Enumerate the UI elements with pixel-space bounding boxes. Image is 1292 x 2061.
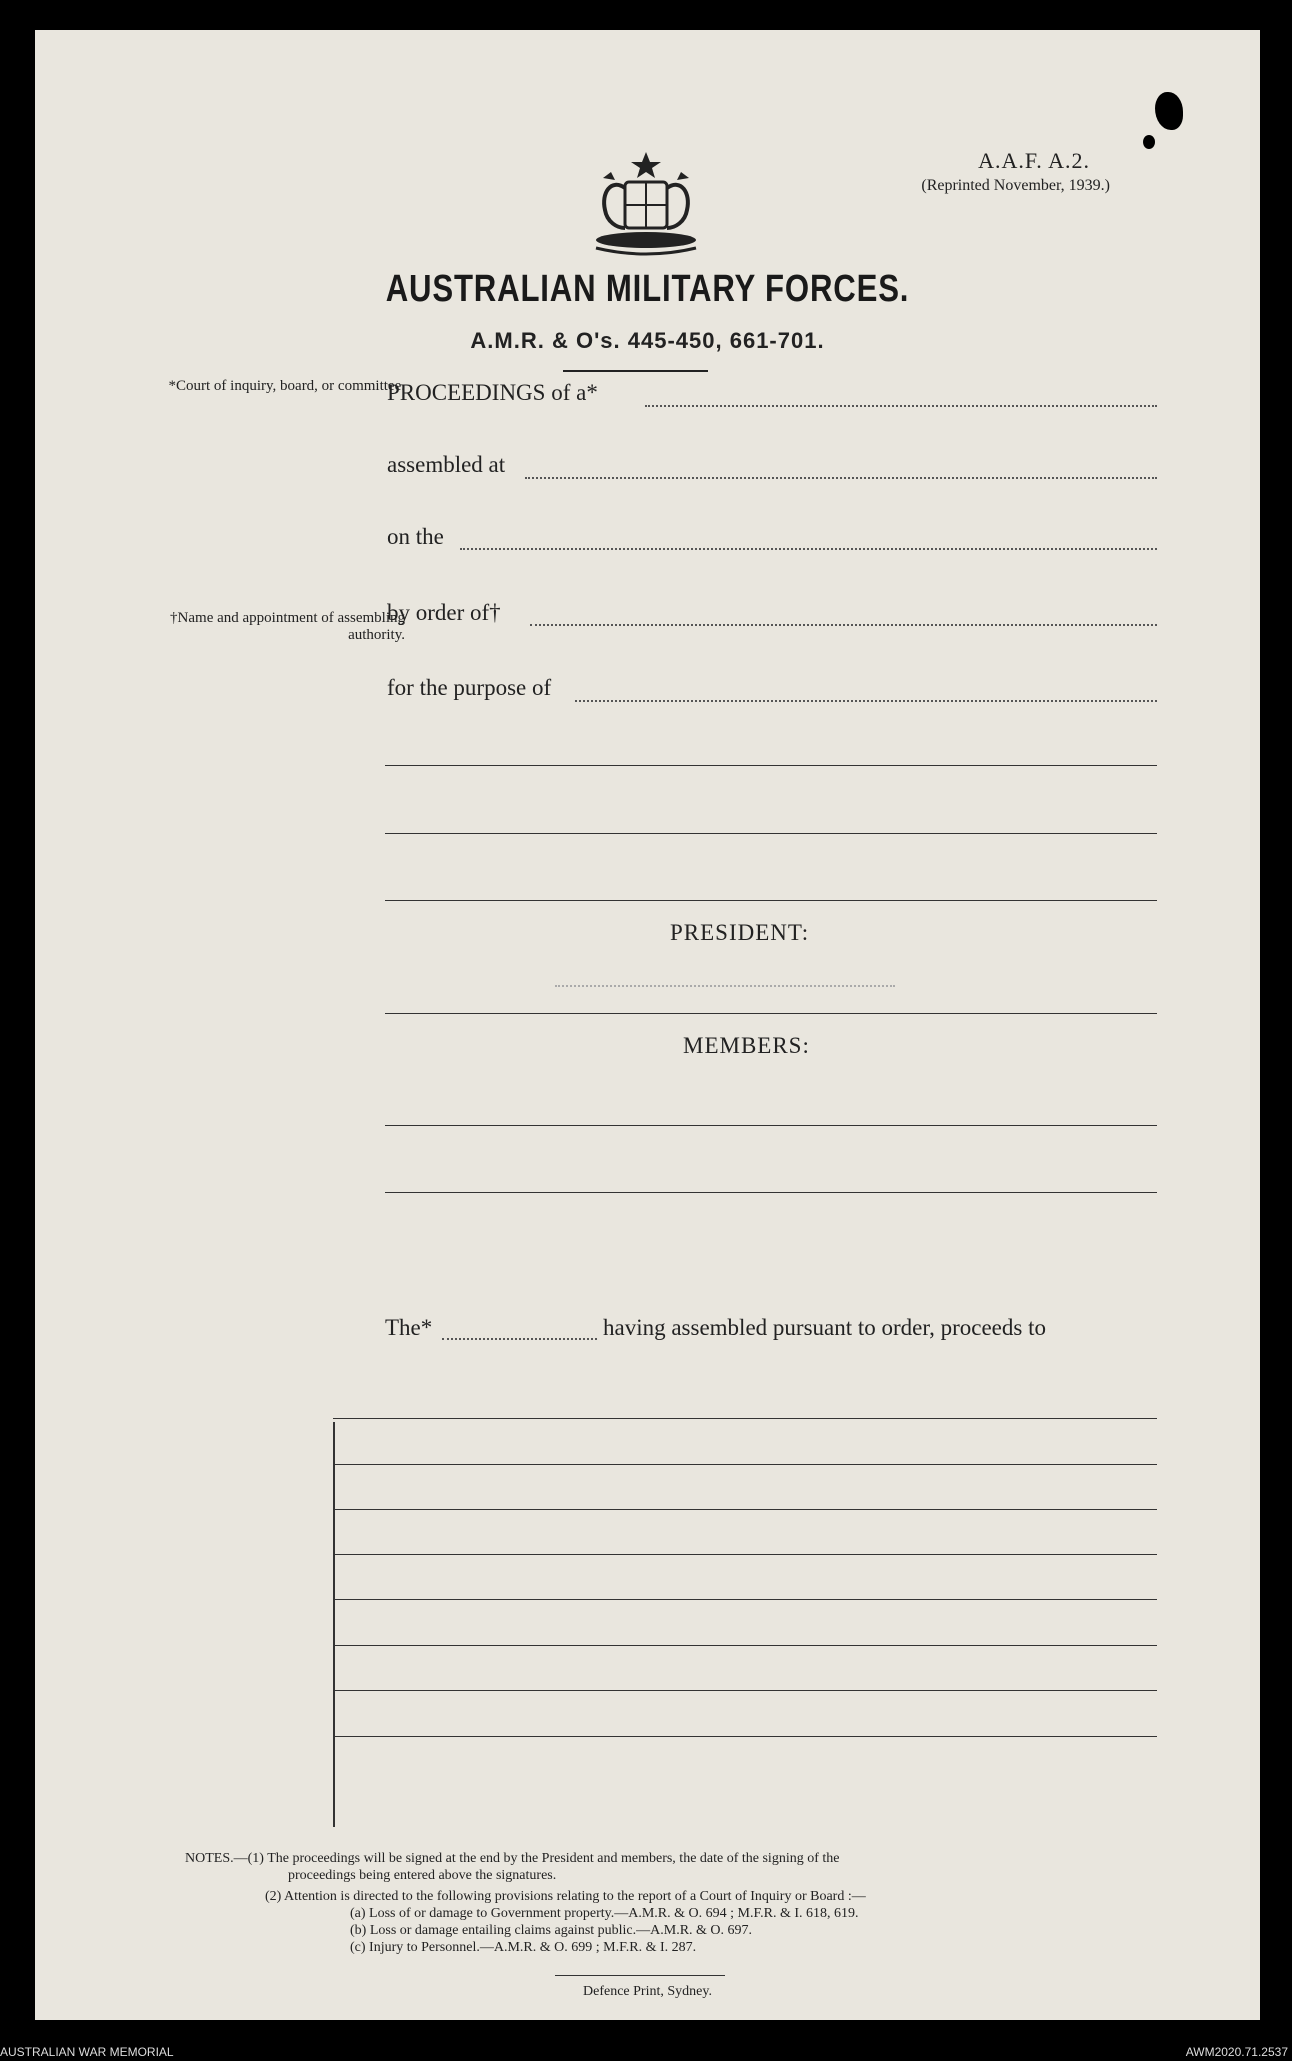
coat-of-arms-icon	[581, 148, 711, 258]
form-title: AUSTRALIAN MILITARY FORCES.	[385, 268, 910, 310]
body-type-input-line[interactable]	[442, 1338, 597, 1340]
form-page	[35, 30, 1260, 2020]
purpose-continuation-line[interactable]	[385, 833, 1157, 834]
paper-tear	[1155, 92, 1183, 130]
proceedings-line[interactable]	[333, 1599, 1157, 1600]
by-order-of-label: by order of†	[387, 600, 501, 625]
printer-divider	[555, 1975, 725, 1976]
proceedings-margin-line	[333, 1422, 335, 1827]
date-input-line[interactable]	[460, 548, 1157, 550]
margin-note-court: *Court of inquiry, board, or committee.	[168, 378, 405, 394]
purpose-continuation-line[interactable]	[385, 900, 1157, 901]
assembled-sentence-prefix: The*	[385, 1315, 433, 1340]
proceedings-line[interactable]	[333, 1464, 1157, 1465]
title-divider	[563, 370, 708, 372]
printer-imprint: Defence Print, Sydney.	[583, 1984, 712, 1999]
president-label: PRESIDENT:	[670, 920, 810, 945]
proceedings-line[interactable]	[333, 1509, 1157, 1510]
proceedings-line[interactable]	[333, 1554, 1157, 1555]
member-line[interactable]	[385, 1125, 1157, 1126]
assembled-sentence-suffix: having assembled pursuant to order, proceeds to	[603, 1315, 1046, 1340]
on-the-label: on the	[387, 524, 444, 549]
authority-input-line[interactable]	[530, 624, 1157, 626]
president-name-line[interactable]	[555, 985, 895, 987]
proceedings-line[interactable]	[333, 1690, 1157, 1691]
assembled-at-label: assembled at	[387, 452, 506, 477]
note-2a: (a) Loss of or damage to Government property.—A.M.R. & O. 694 ; M.F.R. & I. 618, 619.	[350, 1906, 859, 1921]
archive-credit: AUSTRALIAN WAR MEMORIAL	[0, 2045, 174, 2059]
members-label: MEMBERS:	[683, 1033, 810, 1058]
member-line[interactable]	[385, 1192, 1157, 1193]
form-number: A.A.F. A.2.	[978, 148, 1090, 173]
purpose-label: for the purpose of	[387, 675, 552, 700]
margin-note-authority: †Name and appointment of assembling authority.	[170, 610, 405, 643]
note-1-continued: proceedings being entered above the signatures.	[288, 1868, 557, 1883]
proceedings-label: PROCEEDINGS of a*	[387, 380, 598, 405]
assembled-at-input-line[interactable]	[525, 477, 1157, 479]
proceedings-input-line[interactable]	[645, 405, 1157, 407]
note-2: (2) Attention is directed to the following provisions relating to the report of a Court of Inquiry or Board :—	[265, 1889, 866, 1904]
proceedings-line[interactable]	[333, 1645, 1157, 1646]
note-2b: (b) Loss or damage entailing claims against public.—A.M.R. & O. 697.	[350, 1923, 753, 1938]
notes-section	[185, 1850, 866, 1956]
archive-reference: AWM2020.71.2537	[1185, 2045, 1288, 2059]
paper-tear	[1143, 135, 1155, 149]
proceedings-line[interactable]	[333, 1736, 1157, 1737]
note-1-prefix: NOTES.—(1)	[185, 1851, 264, 1866]
note-1-text: The proceedings will be signed at the end by the President and members, the date of the signing of the	[267, 1851, 840, 1866]
note-2c: (c) Injury to Personnel.—A.M.R. & O. 699 ; M.F.R. & I. 287.	[350, 1940, 697, 1955]
president-signature-line[interactable]	[385, 1013, 1157, 1014]
form-subtitle: A.M.R. & O's. 445-450, 661-701.	[470, 328, 825, 353]
purpose-input-line[interactable]	[575, 700, 1157, 702]
note-1	[185, 1850, 866, 1867]
purpose-continuation-line[interactable]	[385, 765, 1157, 766]
proceedings-line[interactable]	[333, 1418, 1157, 1419]
reprint-note: (Reprinted November, 1939.)	[921, 177, 1110, 194]
